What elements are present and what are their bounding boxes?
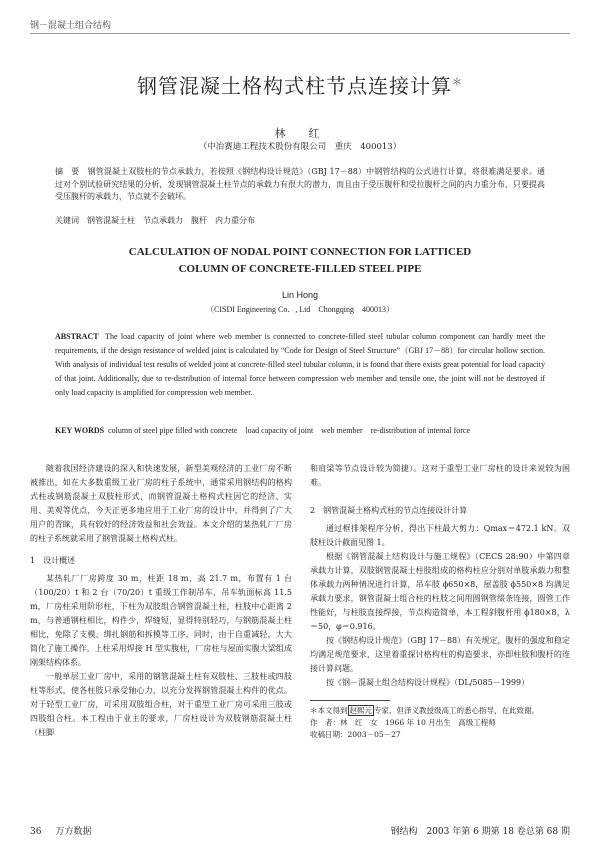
watermark-text: 万方数据 — [55, 827, 92, 837]
abstract-en-label: ABSTRACT — [55, 332, 99, 341]
abstract-cn-text: 钢管混凝土双肢柱的节点承载力，若按照《钢结构设计规范》（GBJ 17－88）中钢管结构的公式进行计算，将很难满足要求。通过对个别试验研究结果的分析，发现钢管混凝土柱节点的承载力有很大的潜力，而且由于受压腹杆和受拉腹杆之间的内力重分布，只要提高受压腹杆的承载力，节点就不会破坏。 — [55, 167, 546, 201]
author-en: Lin Hong — [281, 290, 319, 300]
footnote-boxed-name: 赵熙元 — [349, 706, 372, 715]
footnote-received-date: 收稿日期：2003－05－27 — [310, 730, 401, 739]
section-1-paragraph-2: 一般单层工业厂房中，采用的钢管混凝土柱有双肢柱、三肢柱或四肢柱等形式，使各柱肢只承受轴心力，以充分发挥钢管混凝土构件的优点。对于轻型工业厂房，可采用双肢组合柱，对于重型工业厂房可采用三肢或四肢组合柱。本工程由于业主的要求，厂房柱设计为双肢钢筋混凝土柱（柱脚 — [30, 672, 292, 737]
footnote-acknowledgement — [310, 705, 570, 717]
footer-left — [30, 824, 91, 837]
abstract-cn-label: 摘 要 — [55, 167, 80, 176]
abstract-cn — [55, 166, 545, 204]
section-2-title: 2 钢管混凝土格构式柱的节点连接设计计算 — [310, 506, 468, 515]
title-en — [0, 244, 600, 278]
journal-info: 钢结构 2003 年第 6 期第 18 卷总第 68 期 — [390, 827, 570, 837]
affiliation-cn: （中冶赛迪工程技术股份有限公司 重庆 400013） — [198, 142, 402, 152]
section-2-paragraph-1: 通过框排架程序分析，得出下柱最大剪力：Qmax＝472.1 kN。双肢柱设计截面见图 1。 — [310, 524, 570, 547]
title-cn — [0, 70, 600, 99]
section-1-title: 1 设计概述 — [30, 556, 76, 565]
keywords-en-label: KEY WORDS — [55, 426, 105, 435]
footnote-author: 作 者：林 红 女 1966 年 10 月出生 高级工程师 — [310, 718, 496, 727]
body-column-right — [310, 462, 570, 741]
header-rule — [30, 33, 570, 34]
continued-paragraph: 和肩梁等节点设计较为简捷）。这对于重型工业厂房柱的设计来说较为困难。 — [310, 464, 570, 487]
title-en-line2: COLUMN OF CONCRETE-FILLED STEEL PIPE — [178, 263, 422, 275]
author-cn: 林 红 — [274, 127, 326, 140]
keywords-cn-label: 关键词 — [55, 216, 79, 225]
section-2-paragraph-2: 根据《钢管混凝土结构设计与施工规程》（CECS 28:90）中第四章承载力计算，双肢钢管混凝土柱肢组成的格构柱应分别对单肢承载力和整体承载力两种情况进行计算，吊车肢 ϕ650×8，屋盖肢 ϕ550×8 均满足承载力要求，钢管混凝土组合柱的柱肢之间用圆钢管缀条连接，圆管工作性能好，与柱肢直接焊接，节点构造简单，本工程斜腹杆用 ϕ180×8，λ＝50，φ＝0.916。 — [310, 552, 570, 631]
title-en-line1: CALCULATION OF NODAL POINT CONNECTION FOR LATTICED — [128, 246, 472, 258]
page-number: 36 — [30, 827, 42, 837]
footnote-post: 专家、但泽义教授级高工的悉心指导，在此致谢。 — [374, 706, 539, 715]
section-2-paragraph-4: 按《钢－混凝土组合结构设计规程》（DL/5085－1999） — [326, 678, 530, 687]
body-column-left — [30, 462, 292, 740]
keywords-en-text: column of steel pipe filled with concrete load capacity of joint web member re-distribution of internal force — [108, 426, 471, 435]
keywords-cn-text: 钢管混凝土柱 节点承载力 腹杆 内力重分布 — [87, 216, 255, 225]
footnote-pre: ＊本文得到 — [310, 706, 348, 715]
running-header: 钢－混凝土组合结构 — [30, 21, 112, 31]
footnote-rule — [310, 700, 390, 701]
section-1-paragraph-1: 某热轧厂厂房跨度 30 m，柱距 18 m，高 21.7 m，布置有 1 台（100/20）t 和 2 台（70/20）t 重级工作制吊车，吊车轨面标高 11.5 m，厂房柱采用阶形柱，下柱为双肢组合钢管混凝土柱，柱肢中心距离 2 m，与普通钢柱相比，构件少，焊缝短，显得特别轻巧，与钢筋混凝土柱相比，免除了支模、绑扎钢筋和拆模等工序，同时，由于自重减轻，大大简化了施工操作。上柱采用焊接 H 型实腹柱，厂房柱与屋面实腹大梁组成刚架结构体系。 — [30, 574, 292, 667]
intro-paragraph: 随着我国经济建设的深入和快速发展，新型美观经济的工业厂房不断被推出，如在大多数重级工业厂房的柱子系统中，通常采用钢结构的格构式柱或钢筋混凝土双肢柱形式，而钢管混凝土格构式柱因它的经济、实用、美观等优点，今天正更多地应用于工业厂房的设计中，并得到了广大用户的青睐，具有较好的经济效益和社会效益。本文介绍的某热轧厂厂房的柱子系统就采用了钢管混凝土格构式柱。 — [30, 464, 292, 543]
title-cn-text: 钢管混凝土格构式柱节点连接计算 — [137, 74, 452, 98]
abstract-en — [55, 330, 545, 400]
section-2-paragraph-3: 按《钢结构设计规范》（GBJ 17－88）有关规定，腹杆的强度和稳定均满足规范要求，这里着重探讨格构柱的构造要求，亦即柱肢和腹杆的连接计算问题。 — [310, 636, 570, 673]
keywords-en — [55, 424, 545, 438]
title-footnote-mark: ＊ — [452, 77, 463, 89]
keywords-cn — [55, 215, 545, 226]
abstract-en-text: The load capacity of joint where web member is connected to concrete-filled steel tubular column component can hardly meet the requirements, if the design resistance of welded joint is calculated by “Code for Design of Steel Structure”（GBJ 17－88）for circular hollow section. With analysis of individual test results of welded joint at concrete-filled steel tubular column, it is found that there exists great potential for load capacity of that joint. Additionally, due to re-distribution of internal force between compression web member and tensile one, the joint will not be destroyed if only load capacity is amplified for compression web member. — [55, 332, 546, 397]
affiliation-en: （CISDI Engineering Co．, Ltd Chongqing 400013） — [206, 305, 394, 314]
